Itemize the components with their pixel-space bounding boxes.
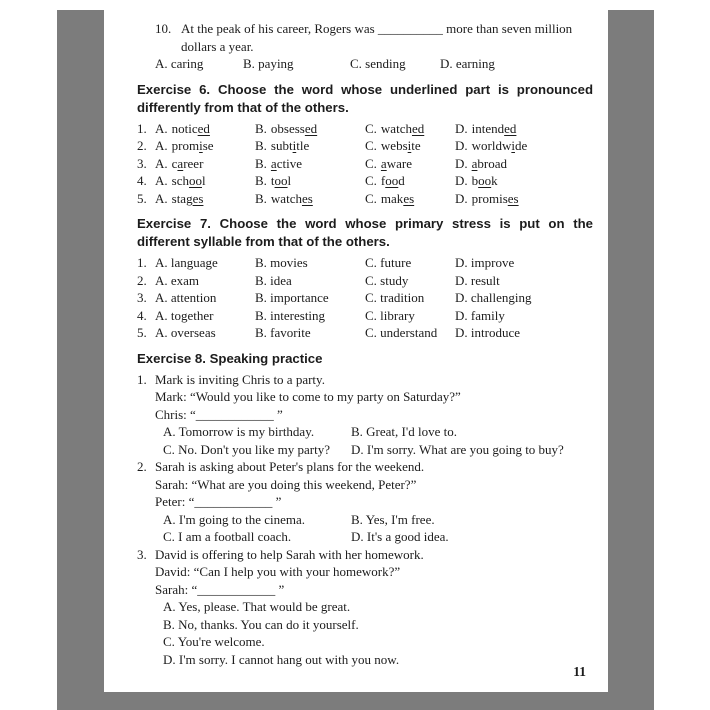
word-pre: notic xyxy=(171,120,198,136)
option-c: C. I am a football coach. xyxy=(163,529,292,544)
row-number: 4. xyxy=(137,307,147,323)
option-a: A. language xyxy=(155,255,218,270)
word-post: ware xyxy=(386,155,412,171)
option-label: D. xyxy=(455,120,468,136)
option-b xyxy=(255,172,365,190)
option-c: C. tradition xyxy=(365,290,425,305)
word-underlined: es xyxy=(301,190,313,206)
word-pre: c xyxy=(171,155,178,171)
question-text: At the peak of his career, Rogers was __________ more than seven million dollars a year. xyxy=(181,21,573,54)
word-pre: obsess xyxy=(270,120,305,136)
option-a xyxy=(155,137,255,155)
option-label: A. xyxy=(155,190,168,206)
word-underlined: oo xyxy=(385,173,399,188)
word-pre: intend xyxy=(471,120,505,136)
option-label: C. xyxy=(365,120,377,136)
document-page xyxy=(104,0,608,692)
option-d xyxy=(455,120,593,138)
word-post: se xyxy=(202,138,214,153)
word-underlined: i xyxy=(511,138,515,153)
question-number: 10. xyxy=(155,21,172,36)
option-a: A. overseas xyxy=(155,325,216,340)
word-post: ctive xyxy=(276,155,302,171)
word-pre: watch xyxy=(270,190,302,206)
option-d: D. earning xyxy=(440,56,495,71)
option-label: A. xyxy=(155,155,168,171)
word-post: de xyxy=(514,138,528,153)
row-number: 1. xyxy=(137,120,147,136)
word-pre: watch xyxy=(380,120,412,136)
option-d: D. challenging xyxy=(455,290,532,305)
word-underlined: oo xyxy=(188,173,202,188)
ex7-row-4 xyxy=(137,307,593,325)
ex6-row-4 xyxy=(137,172,593,190)
option-d xyxy=(455,190,593,208)
item-intro: David is offering to help Sarah with her homework. xyxy=(155,546,424,562)
item-number: 1. xyxy=(137,371,147,387)
option-a: A. caring xyxy=(155,56,204,71)
word-underlined: a xyxy=(270,155,277,171)
option-label: A. xyxy=(155,120,168,136)
word-pre: promis xyxy=(471,190,508,206)
word-pre: f xyxy=(380,173,386,188)
option-b: B. importance xyxy=(255,290,329,305)
word-underlined: i xyxy=(292,138,297,153)
option-c: C. study xyxy=(365,272,409,288)
word-post: te xyxy=(411,138,421,153)
option-c: C. You're welcome. xyxy=(163,634,265,649)
word-pre: sch xyxy=(171,173,189,188)
word-pre: stag xyxy=(171,190,193,206)
ex6-row-2 xyxy=(137,137,593,155)
word-underlined: i xyxy=(199,138,203,153)
word-underlined: a xyxy=(380,155,387,171)
option-b: B. paying xyxy=(243,56,294,71)
ex8-item-1 xyxy=(137,371,593,459)
row-number: 3. xyxy=(137,290,147,305)
option-label: A. xyxy=(155,138,168,153)
option-a: A. Yes, please. That would be great. xyxy=(163,599,351,614)
row-number: 2. xyxy=(137,272,147,288)
dialogue-question: Mark: “Would you like to come to my party on Saturday?” xyxy=(155,389,461,404)
option-label: B. xyxy=(255,138,267,153)
item-options xyxy=(163,511,593,546)
word-underlined: es xyxy=(192,190,204,206)
option-c xyxy=(365,137,455,155)
word-pre: webs xyxy=(380,138,408,153)
option-c: C. future xyxy=(365,255,412,270)
exercise-7-heading: Exercise 7. Choose the word whose primary stress is put on the different syllable from that of the others. xyxy=(137,216,593,249)
word-underlined: a xyxy=(471,155,478,171)
option-d: D. result xyxy=(455,272,500,288)
option-label: C. xyxy=(365,138,377,153)
option-a xyxy=(155,190,255,208)
item-number: 3. xyxy=(137,546,147,562)
word-underlined: ed xyxy=(197,120,210,136)
option-a: A. attention xyxy=(155,290,217,305)
option-a: A. I'm going to the cinema. xyxy=(163,511,306,527)
option-b xyxy=(255,190,365,208)
option-label: D. xyxy=(455,155,468,171)
option-label: C. xyxy=(365,155,377,171)
option-label: B. xyxy=(255,190,267,206)
option-label: D. xyxy=(455,190,468,206)
option-label: C. xyxy=(365,190,377,206)
row-number: 5. xyxy=(137,190,147,206)
option-label: D. xyxy=(455,173,468,188)
option-a: A. Tomorrow is my birthday. xyxy=(163,424,315,439)
option-d: D. I'm sorry. What are you going to buy? xyxy=(351,441,564,457)
question-10 xyxy=(155,20,593,55)
option-d: D. introduce xyxy=(455,325,520,340)
row-number: 3. xyxy=(137,155,147,171)
exercise-6-heading: Exercise 6. Choose the word whose underlined part is pronounced differently from that of the others. xyxy=(137,81,593,115)
option-a: A. exam xyxy=(155,272,200,288)
word-underlined: es xyxy=(403,190,415,206)
option-b: B. Great, I'd love to. xyxy=(351,424,457,439)
option-b: B. favorite xyxy=(255,325,311,340)
word-underlined: oo xyxy=(478,173,492,188)
ex8-item-3 xyxy=(137,546,593,669)
row-number: 5. xyxy=(137,325,147,340)
item-body xyxy=(155,546,593,669)
word-pre: prom xyxy=(171,138,200,153)
option-a xyxy=(155,172,255,190)
option-label: C. xyxy=(365,173,377,188)
option-c xyxy=(365,155,455,173)
dialogue-reply-blank: Sarah: “____________ ” xyxy=(155,581,285,597)
option-c xyxy=(365,190,455,208)
option-label: B. xyxy=(255,173,267,188)
word-underlined: ed xyxy=(304,120,318,136)
ex7-row-5 xyxy=(137,324,593,342)
option-a xyxy=(155,120,255,138)
word-post: reer xyxy=(183,155,204,171)
ex8-item-2 xyxy=(137,458,593,546)
ex7-row-2 xyxy=(137,272,593,290)
word-pre: b xyxy=(471,173,479,188)
word-pre: worldw xyxy=(471,138,512,153)
row-number: 2. xyxy=(137,138,147,153)
option-d xyxy=(455,155,593,173)
option-b: B. movies xyxy=(255,255,308,270)
option-c xyxy=(365,120,455,138)
ex6-row-5 xyxy=(137,190,593,208)
item-number: 2. xyxy=(137,459,147,474)
word-pre: t xyxy=(270,173,275,188)
word-post: k xyxy=(491,173,498,188)
option-d: D. improve xyxy=(455,255,515,270)
word-post: tle xyxy=(296,138,310,153)
option-b xyxy=(255,155,365,173)
option-b: B. Yes, I'm free. xyxy=(351,511,435,527)
word-underlined: ed xyxy=(411,120,425,136)
word-underlined: i xyxy=(407,138,412,153)
word-pre: mak xyxy=(380,190,404,206)
option-label: D. xyxy=(455,138,468,153)
word-pre: subt xyxy=(270,138,293,153)
option-b: B. interesting xyxy=(255,307,326,323)
option-b: B. idea xyxy=(255,272,292,288)
option-c: C. No. Don't you like my party? xyxy=(163,441,330,457)
row-number: 1. xyxy=(137,255,147,270)
question-10-options xyxy=(155,55,593,73)
option-b xyxy=(255,120,365,138)
dialogue-question: Sarah: “What are you doing this weekend, Peter?” xyxy=(155,476,417,492)
ex7-row-1 xyxy=(137,254,593,272)
exercise-8-heading: Exercise 8. Speaking practice xyxy=(137,350,323,366)
dialogue-reply-blank: Peter: “____________ ” xyxy=(155,494,282,509)
item-intro: Sarah is asking about Peter's plans for the weekend. xyxy=(155,459,425,474)
option-a: A. together xyxy=(155,307,214,323)
word-post: broad xyxy=(477,155,508,171)
option-d: D. I'm sorry. I cannot hang out with you now. xyxy=(163,651,400,667)
page-content xyxy=(137,20,593,668)
ex6-row-1 xyxy=(137,120,593,138)
option-d xyxy=(455,172,593,190)
dialogue-question: David: “Can I help you with your homework?” xyxy=(155,564,401,579)
dialogue-reply-blank: Chris: “____________ ” xyxy=(155,406,283,422)
option-b: B. No, thanks. You can do it yourself. xyxy=(163,616,359,632)
ex7-row-3 xyxy=(137,289,593,307)
page-number: 11 xyxy=(573,664,586,679)
option-d: D. family xyxy=(455,307,505,323)
item-body xyxy=(155,371,593,459)
word-post: l xyxy=(287,173,292,188)
option-label: B. xyxy=(255,155,267,171)
option-c: C. understand xyxy=(365,325,438,340)
item-intro: Mark is inviting Chris to a party. xyxy=(155,371,325,387)
option-c: C. library xyxy=(365,307,415,323)
option-c: C. sending xyxy=(350,56,406,71)
item-body xyxy=(155,458,593,546)
word-post: l xyxy=(201,173,206,188)
word-underlined: es xyxy=(507,190,519,206)
word-underlined: a xyxy=(177,155,184,171)
item-options xyxy=(163,423,593,458)
word-underlined: oo xyxy=(274,173,288,188)
option-d: D. It's a good idea. xyxy=(351,529,449,544)
option-label: A. xyxy=(155,173,168,188)
option-b xyxy=(255,137,365,155)
option-label: B. xyxy=(255,120,267,136)
row-number: 4. xyxy=(137,173,147,188)
option-d xyxy=(455,137,593,155)
ex6-row-3 xyxy=(137,155,593,173)
option-a xyxy=(155,155,255,173)
word-post: d xyxy=(398,173,405,188)
word-underlined: ed xyxy=(504,120,517,136)
option-c xyxy=(365,172,455,190)
